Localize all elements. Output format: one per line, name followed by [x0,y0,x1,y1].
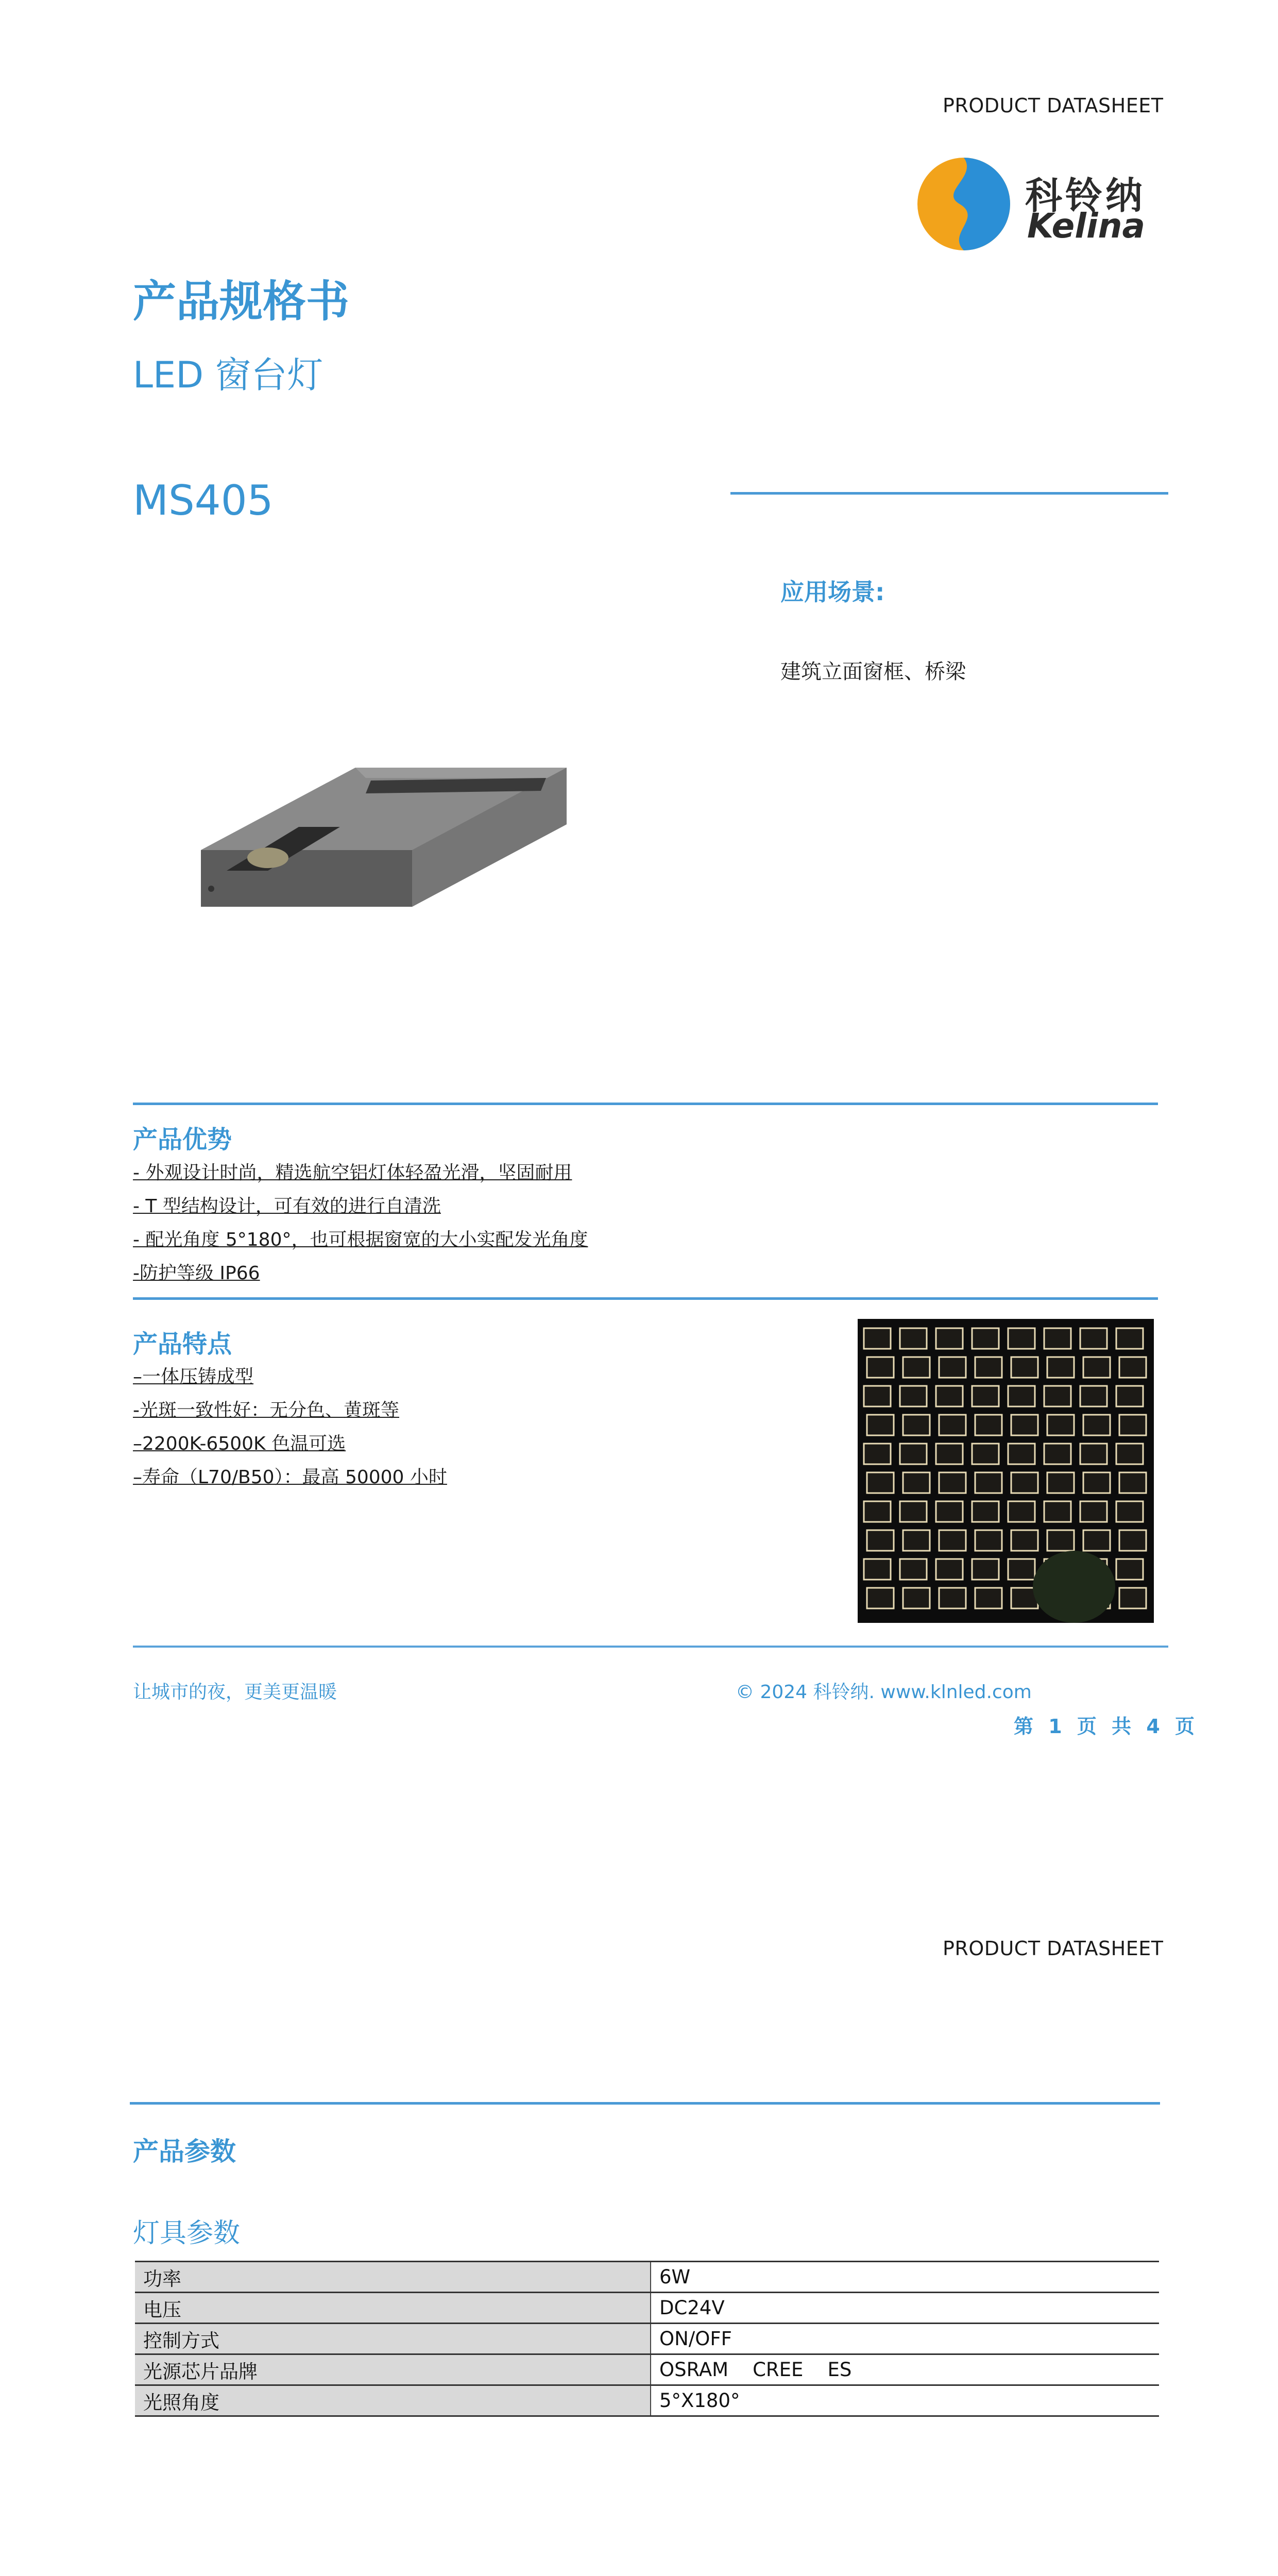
lit-window [936,1501,963,1522]
lit-window [1047,1530,1074,1551]
lit-window [975,1415,1002,1435]
lit-window [1008,1386,1035,1406]
advantage-item: - T 型结构设计，可有效的进行自清洗 [133,1196,441,1217]
footer-page-number: 第 1 页 共 4 页 [1014,1715,1199,1738]
kelina-logo-icon [916,156,1012,252]
table-row [135,2262,1159,2293]
lit-window [900,1444,927,1464]
lit-window [900,1386,927,1406]
lit-window [864,1444,891,1464]
lit-window [1044,1501,1071,1522]
lit-window [1116,1501,1143,1522]
lit-window [939,1588,966,1608]
lit-window [1044,1444,1071,1464]
lit-window [1083,1530,1110,1551]
param-value: 5°X180° [651,2385,1159,2416]
lit-window [867,1357,894,1378]
lit-window [1008,1501,1035,1522]
lit-window [972,1386,999,1406]
params-title: 产品参数 [133,2137,236,2166]
luminaire-heading: 灯具参数 [133,2218,241,2249]
lit-window [1119,1415,1146,1435]
features-rule [133,1297,1158,1300]
feature-item: -光斑一致性好：无分色、黄斑等 [133,1400,399,1421]
datasheet-label-p2: PRODUCT DATASHEET [943,1937,1164,1960]
advantages-heading: 产品优势 [133,1125,232,1154]
table-row [135,2385,1159,2416]
lit-window [903,1415,930,1435]
lit-window [1011,1472,1038,1493]
param-value: OSRAM CREE ES [651,2354,1159,2385]
lit-window [1047,1415,1074,1435]
param-key: 光源芯片品牌 [135,2354,651,2385]
advantage-item: - 外观设计时尚，精选航空铝灯体轻盈光滑，坚固耐用 [133,1162,572,1183]
lit-window [972,1559,999,1580]
lit-window [1116,1328,1143,1349]
lit-window [864,1386,891,1406]
param-key: 光照角度 [135,2385,651,2416]
lit-window [975,1357,1002,1378]
table-row [135,2324,1159,2354]
lit-window [1047,1357,1074,1378]
lit-window [939,1357,966,1378]
lit-window [972,1444,999,1464]
lit-window [1011,1357,1038,1378]
param-value: ON/OFF [651,2324,1159,2354]
feature-item: –2200K-6500K 色温可选 [133,1433,346,1454]
lit-window [936,1328,963,1349]
lit-window [867,1588,894,1608]
param-value: DC24V [651,2293,1159,2324]
lit-window [1080,1328,1107,1349]
footer-slogan: 让城市的夜，更美更温暖 [133,1682,337,1703]
lit-window [936,1559,963,1580]
lit-window [867,1472,894,1493]
lit-window [1116,1386,1143,1406]
params-rule [130,2102,1160,2105]
lit-window [900,1328,927,1349]
lit-window [1080,1386,1107,1406]
lit-window [1119,1472,1146,1493]
advantage-item: -防护等级 IP66 [133,1263,260,1284]
lit-window [864,1501,891,1522]
lit-window [1011,1530,1038,1551]
lit-window [936,1444,963,1464]
lit-window [900,1501,927,1522]
param-key: 控制方式 [135,2324,651,2354]
model-rule [730,492,1168,495]
lit-window [903,1530,930,1551]
lit-window [1119,1530,1146,1551]
lit-window [903,1357,930,1378]
lit-window [867,1530,894,1551]
tree-silhouette [1033,1551,1115,1623]
lit-window [975,1588,1002,1608]
lit-window [1080,1501,1107,1522]
lit-window [1083,1472,1110,1493]
page-title: 产品规格书 [133,276,350,327]
advantages-rule [133,1103,1158,1105]
lit-window [1080,1444,1107,1464]
lit-window [1047,1472,1074,1493]
advantages-list [133,1156,588,1290]
table-row [135,2293,1159,2324]
lit-window [975,1472,1002,1493]
lit-window [903,1472,930,1493]
product-image [170,701,582,943]
lit-window [1083,1415,1110,1435]
features-heading: 产品特点 [133,1330,232,1359]
lit-window [936,1386,963,1406]
lit-window [972,1328,999,1349]
lit-window [1008,1328,1035,1349]
lit-window [864,1559,891,1580]
feature-item: –寿命（L70/B50）：最高 50000 小时 [133,1467,447,1488]
lit-window [972,1501,999,1522]
lit-window [1044,1386,1071,1406]
lit-window [903,1588,930,1608]
datasheet-label: PRODUCT DATASHEET [943,94,1164,117]
luminaire-table [135,2261,1159,2417]
feature-item: –一体压铸成型 [133,1366,254,1387]
application-text: 建筑立面窗框、桥梁 [780,660,966,684]
param-key: 功率 [135,2262,651,2293]
application-photo [858,1319,1154,1623]
lit-window [1116,1444,1143,1464]
lit-window [939,1472,966,1493]
param-key: 电压 [135,2293,651,2324]
lit-window [900,1559,927,1580]
lit-window [939,1530,966,1551]
lit-window [1008,1559,1035,1580]
param-value: 6W [651,2262,1159,2293]
lit-window [1008,1444,1035,1464]
logo-name-cn: 科铃纳 [1025,174,1146,217]
lit-window [939,1415,966,1435]
model-number: MS405 [133,477,274,524]
lit-window [864,1328,891,1349]
lit-window [1119,1588,1146,1608]
lit-window [1044,1328,1071,1349]
lit-window [1011,1415,1038,1435]
lit-window [1116,1559,1143,1580]
page-subtitle: LED 窗台灯 [133,354,323,396]
table-row [135,2354,1159,2385]
lit-window [1119,1357,1146,1378]
advantage-item: - 配光角度 5°180°，也可根据窗宽的大小实配发光角度 [133,1229,588,1250]
footer-copyright: © 2024 科铃纳. www.klnled.com [736,1682,1032,1703]
logo-name-en: Kelina [1027,206,1146,246]
application-heading: 应用场景: [780,578,885,606]
features-list [133,1360,447,1494]
lit-window [1083,1357,1110,1378]
footer-rule [133,1646,1168,1648]
lit-window [867,1415,894,1435]
lit-window [975,1530,1002,1551]
